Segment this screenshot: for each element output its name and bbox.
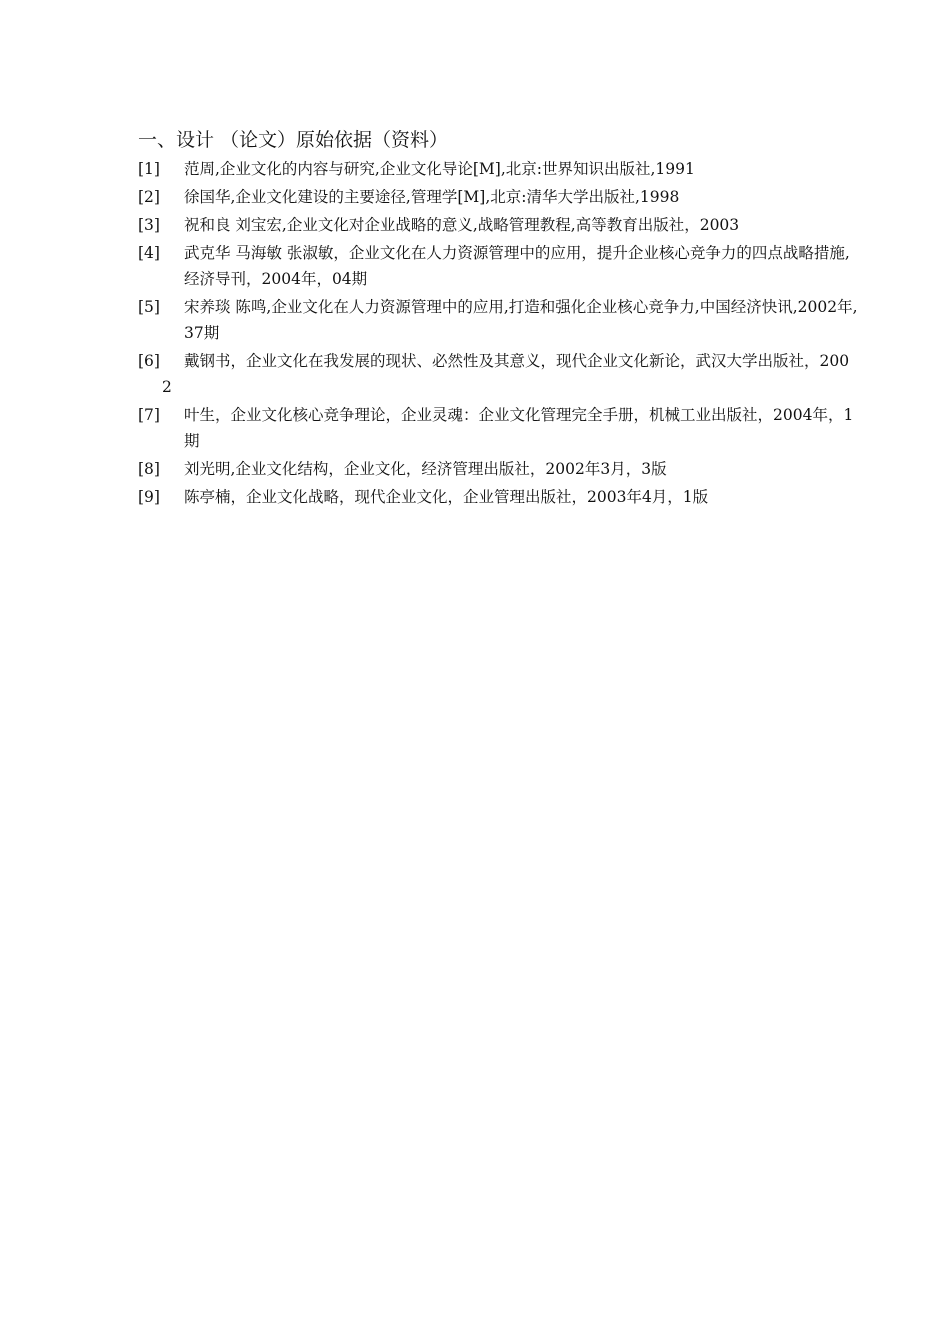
- reference-item-5: [138, 294, 858, 346]
- reference-text: 范周,企业文化的内容与研究,企业文化导论[M],北京:世界知识出版社,1991: [184, 160, 695, 178]
- reference-item-3: [138, 212, 858, 238]
- reference-text: 祝和良 刘宝宏,企业文化对企业战略的意义,战略管理教程,高等教育出版社，2003: [184, 216, 740, 234]
- reference-number: [2]: [138, 188, 160, 206]
- reference-list: [138, 156, 858, 510]
- document-content: [138, 126, 858, 512]
- section-title: 一、设计 （论文）原始依据（资料）: [138, 129, 449, 151]
- reference-text: 刘光明,企业文化结构，企业文化，经济管理出版社，2002年3月，3版: [184, 460, 667, 478]
- reference-text: 陈亭楠，企业文化战略，现代企业文化，企业管理出版社，2003年4月，1版: [184, 488, 709, 506]
- reference-number: [3]: [138, 216, 160, 234]
- reference-item-1: [138, 156, 858, 182]
- reference-item-7: [138, 402, 858, 454]
- reference-text: 叶生，企业文化核心竞争理论，企业灵魂：企业文化管理完全手册，机械工业出版社，2004年，1期: [184, 406, 854, 450]
- reference-item-9: [138, 484, 858, 510]
- reference-text: 武克华 马海敏 张淑敏，企业文化在人力资源管理中的应用，提升企业核心竞争力的四点战略措施,经济导刊，2004年，04期: [184, 244, 850, 288]
- reference-item-2: [138, 184, 858, 210]
- reference-item-6: [138, 348, 858, 400]
- reference-text: 戴钢书，企业文化在我发展的现状、必然性及其意义，现代企业文化新论，武汉大学出版社，2002: [162, 352, 850, 396]
- reference-number: [8]: [138, 460, 160, 478]
- reference-number: [5]: [138, 298, 160, 316]
- reference-item-4: [138, 240, 858, 292]
- reference-number: [4]: [138, 244, 160, 262]
- reference-number: [7]: [138, 406, 160, 424]
- reference-text: 徐国华,企业文化建设的主要途径,管理学[M],北京:清华大学出版社,1998: [184, 188, 680, 206]
- reference-number: [1]: [138, 160, 160, 178]
- reference-item-8: [138, 456, 858, 482]
- reference-number: [6]: [138, 352, 160, 370]
- reference-text: 宋养琰 陈鸣,企业文化在人力资源管理中的应用,打造和强化企业核心竞争力,中国经济快讯,2002年,37期: [184, 298, 858, 342]
- reference-number: [9]: [138, 488, 160, 506]
